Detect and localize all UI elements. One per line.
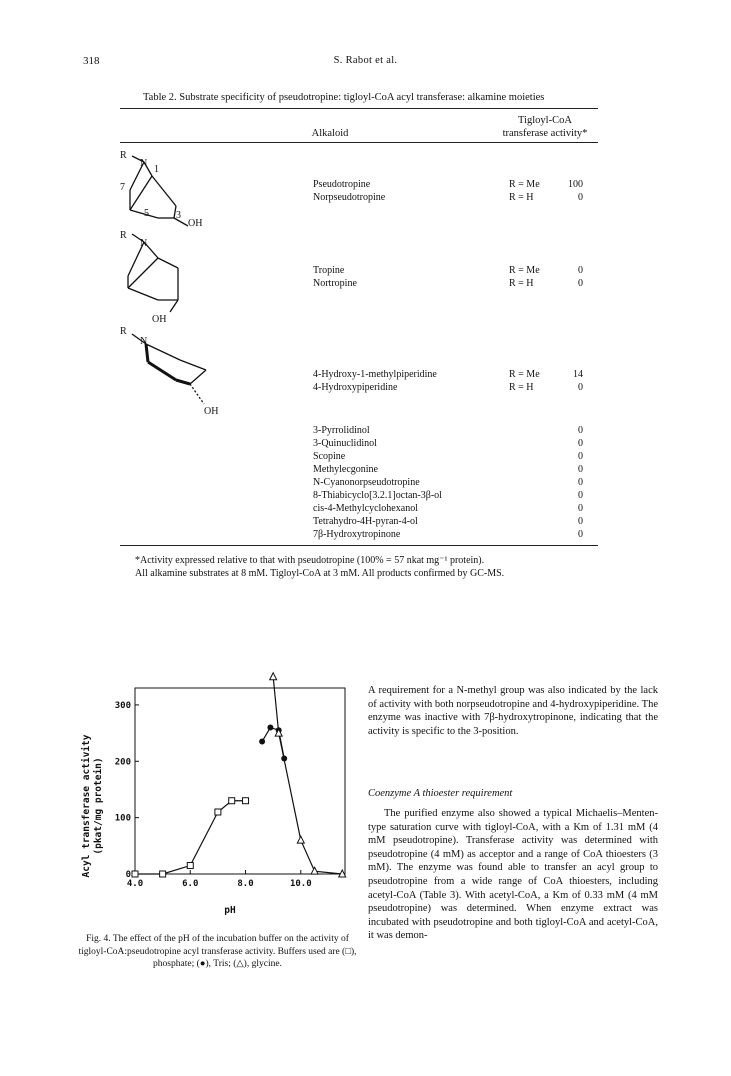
section-heading: Coenzyme A thioester requirement	[368, 788, 513, 799]
table-row	[313, 502, 593, 515]
struct1-locant-5: 5	[144, 208, 149, 219]
y-tick-label: 200	[114, 757, 131, 768]
col-activity-line2: transferase activity*	[502, 128, 588, 139]
struct1-locant-7: 7	[120, 182, 125, 193]
x-tick-label: 10.0	[289, 879, 312, 889]
activity-value: 0	[578, 192, 583, 203]
group-piperidine	[313, 368, 593, 394]
r-group: R = Me	[509, 179, 540, 190]
data-point-phosphate	[229, 798, 235, 804]
table-row	[313, 424, 593, 437]
table-footnote-1: *Activity expressed relative to that with pseudotropine (100% = 57 nkat mg⁻¹ protein).	[135, 555, 485, 566]
paragraph-2: The purified enzyme also showed a typical Michaelis–Menten-type saturation curve with tigloyl-CoA, with a Km of 1.31 mM (4 mM pseudotropine). Transferase activity was determined with pseudotropine (4 mM) as acceptor and a range of CoA thioesters (3 mM). The enzyme was found able to transfer an acyl group to pseudotropine from a wide range of CoA thioesters, including acetyl-CoA (Table 3). With acetyl-CoA, a Km of 0.33 mM (4 mM pseudotropine) was determined. When enzyme extract was incubated with pseudotropine and both tigloyl-CoA and acetyl-CoA, it was demon-	[368, 808, 658, 942]
alkaloid-name: N-Cyanonorpseudotropine	[313, 477, 420, 488]
activity-value: 0	[578, 382, 583, 393]
plot-frame	[135, 688, 345, 874]
data-point-phosphate	[243, 798, 249, 804]
ph-activity-chart	[75, 668, 360, 923]
alkaloid-name: Nortropine	[313, 278, 357, 289]
alkaloid-name: 7β-Hydroxytropinone	[313, 529, 401, 540]
struct2-oh-label: OH	[152, 314, 167, 325]
table-caption: Table 2. Substrate specificity of pseudotropine: tigloyl-CoA acyl transferase: alkamine moieties	[143, 92, 545, 103]
alkaloid-name: 3-Pyrrolidinol	[313, 425, 370, 436]
figure-caption: Fig. 4. The effect of the pH of the incubation buffer on the activity of tigloyl-CoA:pseudotropine acyl transferase activity. Buffers used are (□), phosphate; (●), Tris; (△), glycine.	[78, 934, 357, 969]
r-group: R = H	[509, 382, 534, 393]
activity-value: 0	[578, 265, 583, 276]
struct1-n-label: N	[140, 158, 148, 169]
x-axis-label: pH	[224, 905, 236, 916]
activity-value: 14	[573, 369, 583, 380]
alkaloid-name: 4-Hydroxypiperidine	[313, 382, 398, 393]
data-point-Tris	[259, 739, 265, 745]
alkaloid-name: Tetrahydro-4H-pyran-4-ol	[313, 516, 418, 527]
group-tropine	[313, 264, 593, 290]
table-bottom-rule	[120, 545, 598, 546]
activity-value: 0	[578, 490, 583, 501]
table-row	[313, 528, 593, 541]
struct2-n-label: N	[140, 238, 148, 249]
col-activity-header	[480, 114, 610, 140]
group-others	[313, 424, 593, 541]
r-group: R = H	[509, 278, 534, 289]
table-row	[313, 489, 593, 502]
activity-value: 0	[578, 464, 583, 475]
alkaloid-name: 4-Hydroxy-1-methylpiperidine	[313, 369, 437, 380]
data-point-glycine	[311, 867, 318, 874]
col-alkaloid-header: Alkaloid	[311, 128, 349, 139]
data-point-phosphate	[215, 809, 221, 815]
chemical-structures	[118, 148, 238, 418]
r-group: R = Me	[509, 369, 540, 380]
data-point-phosphate	[132, 871, 138, 877]
table-row	[313, 191, 593, 204]
running-head: S. Rabot et al.	[333, 55, 398, 66]
data-point-Tris	[267, 724, 273, 730]
paragraph-1: A requirement for a N-methyl group was also indicated by the lack of activity with both norpseudotropine and 4-hydroxypiperidine. The enzyme was inactive with 7β-hydroxytropinone, indicating that the activity is specific to the 3-position.	[368, 685, 658, 737]
table-row	[313, 381, 593, 394]
y-axis-label-line1: Acyl transferase activity	[81, 734, 92, 878]
r-group: R = H	[509, 192, 534, 203]
r-group: R = Me	[509, 265, 540, 276]
series-line-glycine	[273, 677, 342, 874]
data-point-glycine	[270, 673, 277, 680]
activity-value: 0	[578, 425, 583, 436]
table-top-rule	[120, 108, 598, 109]
activity-value: 0	[578, 438, 583, 449]
activity-value: 100	[568, 179, 583, 190]
y-tick-label: 0	[125, 870, 131, 880]
y-tick-label: 100	[114, 813, 131, 824]
data-point-glycine	[297, 836, 304, 843]
alkaloid-name: 3-Quinuclidinol	[313, 438, 377, 449]
table-row	[313, 515, 593, 528]
table-row	[313, 437, 593, 450]
struct1-locant-3: 3	[176, 210, 181, 221]
struct3-oh-label: OH	[204, 406, 219, 417]
alkaloid-name: Norpseudotropine	[313, 192, 386, 203]
alkaloid-name: cis-4-Methylcyclohexanol	[313, 503, 418, 514]
data-point-phosphate	[187, 863, 193, 869]
table-row	[313, 450, 593, 463]
table-row	[313, 178, 593, 191]
x-tick-label: 6.0	[182, 879, 199, 889]
struct1-r-label: R	[120, 150, 127, 161]
activity-value: 0	[578, 529, 583, 540]
alkaloid-name: Scopine	[313, 451, 346, 462]
page-number: 318	[83, 55, 100, 67]
alkaloid-name: 8-Thiabicyclo[3.2.1]octan-3β-ol	[313, 490, 442, 501]
table-row	[313, 463, 593, 476]
y-tick-label: 300	[114, 700, 131, 711]
table-footnote-2: All alkamine substrates at 8 mM. Tigloyl-CoA at 3 mM. All products confirmed by GC-MS.	[135, 568, 505, 579]
y-axis-label-line2: (pkat/mg protein)	[93, 757, 104, 855]
group-tropane-pseudo	[313, 178, 593, 204]
activity-value: 0	[578, 477, 583, 488]
alkaloid-name: Pseudotropine	[313, 179, 371, 190]
activity-value: 0	[578, 451, 583, 462]
x-tick-label: 4.0	[126, 879, 144, 889]
table-row	[313, 264, 593, 277]
activity-value: 0	[578, 278, 583, 289]
table-row	[313, 368, 593, 381]
struct3-n-label: N	[140, 336, 148, 347]
table-row	[313, 277, 593, 290]
figure-4	[75, 668, 360, 928]
struct1-oh-label: OH	[188, 218, 203, 229]
activity-value: 0	[578, 503, 583, 514]
alkaloid-name: Tropine	[313, 265, 345, 276]
x-tick-label: 8.0	[237, 879, 254, 889]
data-point-phosphate	[160, 871, 166, 877]
struct1-locant-1: 1	[154, 164, 159, 175]
struct2-r-label: R	[120, 230, 127, 241]
struct3-r-label: R	[120, 326, 127, 337]
table-header-rule	[120, 142, 598, 143]
table-row	[313, 476, 593, 489]
alkaloid-name: Methylecgonine	[313, 464, 378, 475]
col-activity-line1: Tigloyl-CoA	[518, 115, 572, 126]
activity-value: 0	[578, 516, 583, 527]
